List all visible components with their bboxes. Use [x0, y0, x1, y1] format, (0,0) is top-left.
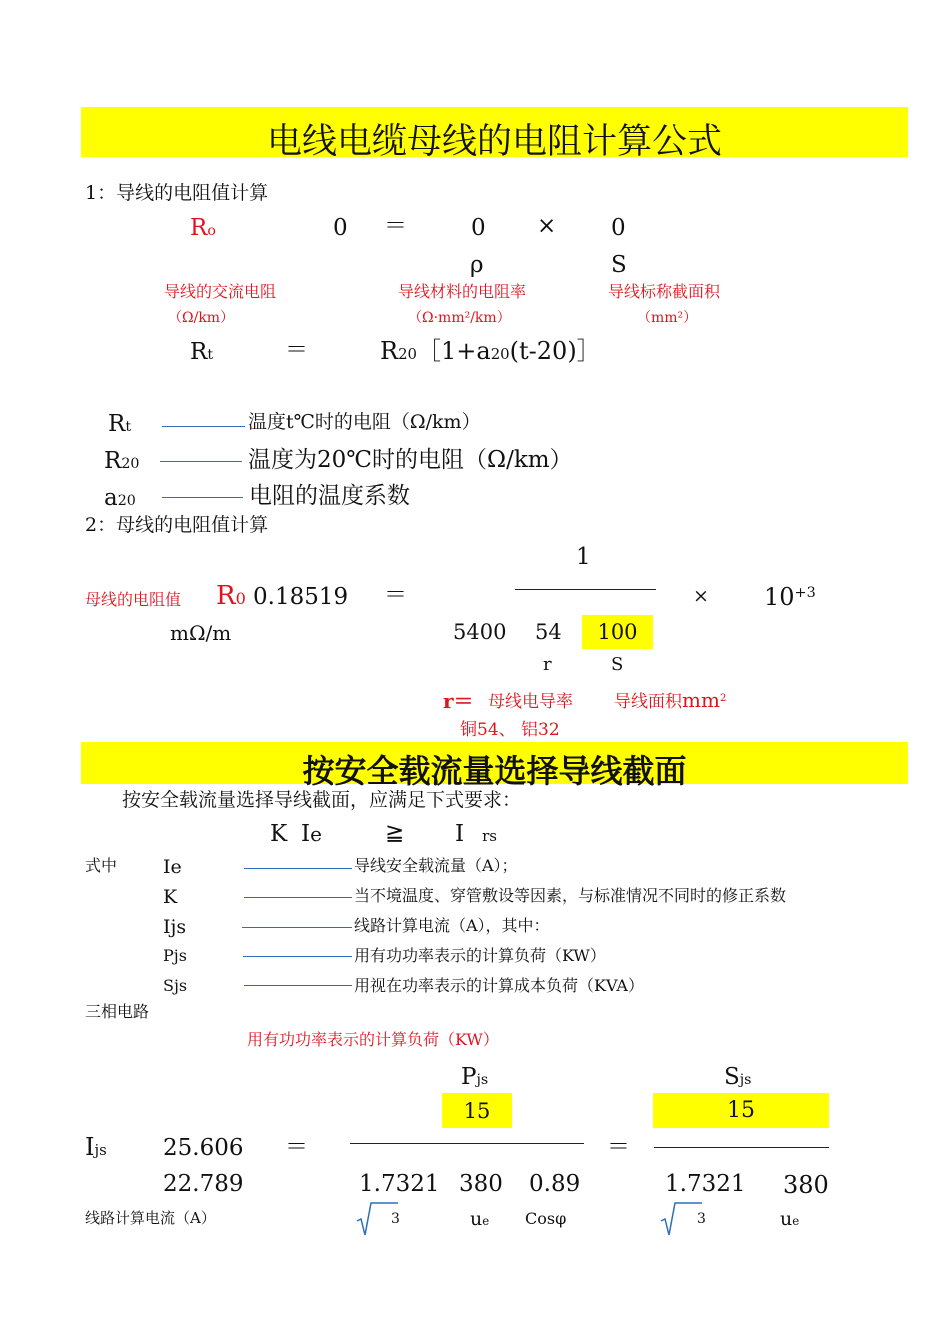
section-title: 按安全载流量选择导线截面: [302, 752, 687, 790]
ue-symbol-1: [470, 1210, 489, 1229]
title-bar-1: [81, 107, 908, 162]
ro-main: R: [190, 215, 208, 241]
ampacity-formula-irs: [455, 823, 497, 846]
conductivity-desc: 母线电导率: [488, 692, 573, 712]
s-value: 0: [611, 215, 626, 241]
r20-sub: 20: [398, 345, 418, 363]
ijs-symbol: [85, 1135, 107, 1159]
area-exp: 2: [719, 693, 727, 705]
def-line-2: [160, 461, 242, 462]
sjs-symbol: [724, 1066, 752, 1089]
ijs-value-1: 25.606: [163, 1135, 244, 1161]
power-exp: +3: [794, 585, 816, 602]
def-ie-sym: Ie: [163, 856, 182, 878]
ijs-value-2: 22.789: [163, 1171, 244, 1197]
def-k-line: [244, 897, 352, 898]
times-sign-1: ×: [537, 213, 557, 239]
unit-resistivity: （Ω·mm²/km）: [408, 310, 511, 326]
pjs-main: P: [461, 1064, 477, 1090]
formula-rs: rs: [482, 827, 497, 845]
pjs-sub: js: [476, 1072, 489, 1088]
rt-main: R: [190, 339, 208, 365]
def-rt-sub: t: [125, 419, 132, 435]
equals-sign-1: ＝: [384, 213, 407, 239]
section-2-heading: 2：母线的电阻值计算: [85, 514, 269, 536]
ue-symbol-2: [780, 1210, 799, 1229]
ampacity-formula-ge: ≧: [385, 820, 405, 846]
area-unit: mm: [682, 688, 720, 712]
def-sjs-sym: Sjs: [163, 976, 188, 995]
rho-value: 0: [471, 215, 486, 241]
formula-irs-i: I: [455, 821, 465, 847]
fraction-line-1: [515, 589, 656, 590]
rt-sub: t: [207, 347, 214, 363]
where-label: 式中: [85, 856, 118, 875]
def-rt-symbol: [108, 413, 131, 436]
rho-symbol: ρ: [470, 252, 484, 278]
s-symbol: S: [611, 252, 627, 278]
def-ijs-desc: 线路计算电流（A），其中：: [354, 916, 550, 935]
def-a20-main: a: [104, 485, 118, 511]
three-phase-label: 三相电路: [85, 1002, 150, 1021]
numerator-1: 1: [576, 544, 591, 570]
r-label: r: [543, 654, 552, 675]
formula-i: I: [301, 821, 311, 847]
bracket-open: ［1+: [417, 337, 477, 365]
def-r20-sub: 20: [121, 456, 140, 472]
def-a20-desc: 电阻的温度系数: [249, 483, 410, 509]
ampacity-formula-k: K: [270, 821, 288, 847]
def-line-3: [162, 497, 243, 498]
ampacity-intro: 按安全载流量选择导线截面，应满足下式要求：: [122, 789, 522, 811]
power-of-ten: [764, 585, 816, 609]
power-base: 10: [764, 583, 795, 611]
busbar-ro-sub: 0: [235, 589, 246, 608]
def-k-desc: 当不境温度、穿管敷设等因素，与标准情况不同时的修正系数: [354, 886, 787, 905]
busbar-unit: mΩ/m: [170, 621, 232, 645]
area-desc-text: 导线面积: [614, 692, 682, 712]
denominator-2: 54: [535, 620, 562, 644]
a-sub: 20: [490, 345, 510, 363]
ijs-main: I: [85, 1133, 95, 1161]
a-main: a: [476, 337, 491, 365]
def-pjs-sym: Pjs: [163, 946, 187, 965]
def-a20-sub: 20: [117, 493, 136, 509]
u-main-2: u: [780, 1208, 793, 1230]
denominator-1: 5400: [453, 620, 507, 644]
sqrt3-value-2: 1.7321: [665, 1171, 746, 1197]
equals-sign-5: ＝: [607, 1134, 630, 1160]
def-sjs-desc: 用视在功率表示的计算成本负荷（KVA）: [354, 976, 644, 995]
formula-e: e: [310, 822, 322, 846]
label-area: 导线标称截面积: [608, 282, 721, 301]
def-rt-desc: 温度t℃时的电阻（Ω/km）: [248, 411, 481, 433]
pjs-input-cell[interactable]: 15: [442, 1093, 512, 1128]
busbar-ro-main: R: [216, 581, 236, 611]
radicand-1: 3: [391, 1211, 400, 1227]
label-resistivity: 导线材料的电阻率: [398, 282, 527, 301]
ro-sub: o: [207, 223, 216, 239]
label-ac-resistance: 导线的交流电阻: [164, 282, 277, 301]
def-rt-main: R: [108, 411, 126, 437]
cos-value: 0.89: [529, 1171, 581, 1197]
equals-sign-4: ＝: [285, 1134, 308, 1160]
equals-sign-2: ＝: [285, 337, 308, 363]
ampacity-formula-ie: [301, 823, 322, 846]
s-label: S: [611, 654, 624, 675]
radicand-2: 3: [697, 1211, 706, 1227]
fraction-line-2: [350, 1143, 584, 1144]
ro-symbol: [190, 217, 216, 240]
sqrt3-value-1: 1.7321: [359, 1171, 440, 1197]
sjs-sub: js: [739, 1072, 752, 1088]
area-input-cell[interactable]: 100: [582, 615, 653, 649]
def-line-1: [162, 426, 245, 427]
def-ie-desc: 导线安全载流量（A）；: [354, 856, 518, 875]
u-sub-2: e: [792, 1214, 800, 1228]
busbar-resistance-label: 母线的电阻值: [85, 590, 182, 609]
u-sub-1: e: [482, 1214, 490, 1228]
unit-ac-resistance: （Ω/km）: [168, 310, 235, 326]
fraction-line-3: [654, 1147, 829, 1148]
materials-note: 铜54、 铝32: [460, 720, 560, 740]
bracket-close: (t-20)］: [509, 337, 601, 365]
cos-label: Cosφ: [525, 1209, 567, 1228]
def-r20-desc: 温度为20℃时的电阻（Ω/km）: [248, 447, 573, 473]
def-sjs-line: [244, 985, 352, 986]
ijs-sub: js: [94, 1141, 107, 1159]
times-sign-2: ×: [693, 585, 709, 607]
def-r20-main: R: [104, 448, 122, 474]
busbar-resistance-value: 0.18519: [253, 584, 349, 610]
r20-main: R: [380, 337, 399, 365]
unit-area: （mm²）: [637, 310, 698, 326]
sjs-input-cell[interactable]: 15: [653, 1093, 829, 1128]
u-main-1: u: [470, 1208, 483, 1230]
def-pjs-desc: 用有功功率表示的计算负荷（KW）: [354, 946, 606, 965]
def-a20-symbol: [104, 487, 136, 510]
sjs-main: S: [724, 1064, 740, 1090]
def-pjs-line: [243, 956, 352, 957]
ro-value: 0: [333, 215, 348, 241]
def-ie-line: [244, 868, 352, 869]
sqrt-icon-2: [660, 1201, 702, 1237]
title-bar-2: [81, 742, 908, 790]
conductivity-r-eq: r＝: [443, 689, 474, 713]
line-current-label: 线路计算电流（A）: [85, 1209, 216, 1227]
temperature-formula: [380, 339, 601, 363]
section-1-heading: 1：导线的电阻值计算: [85, 182, 269, 204]
ue-value-2: 380: [783, 1171, 829, 1199]
def-ijs-line: [242, 927, 352, 928]
busbar-ro-symbol: [216, 583, 246, 609]
def-r20-symbol: [104, 450, 139, 473]
ue-value-1: 380: [459, 1171, 503, 1197]
def-ijs-sym: Ijs: [163, 916, 187, 938]
area-desc: [614, 690, 726, 711]
page-title: 电线电缆母线的电阻计算公式: [266, 122, 722, 162]
pjs-note: 用有功功率表示的计算负荷（KW）: [247, 1030, 499, 1049]
def-k-sym: K: [163, 886, 178, 908]
rt-symbol: [190, 341, 213, 364]
pjs-symbol: [461, 1066, 488, 1089]
equals-sign-3: ＝: [384, 582, 407, 608]
